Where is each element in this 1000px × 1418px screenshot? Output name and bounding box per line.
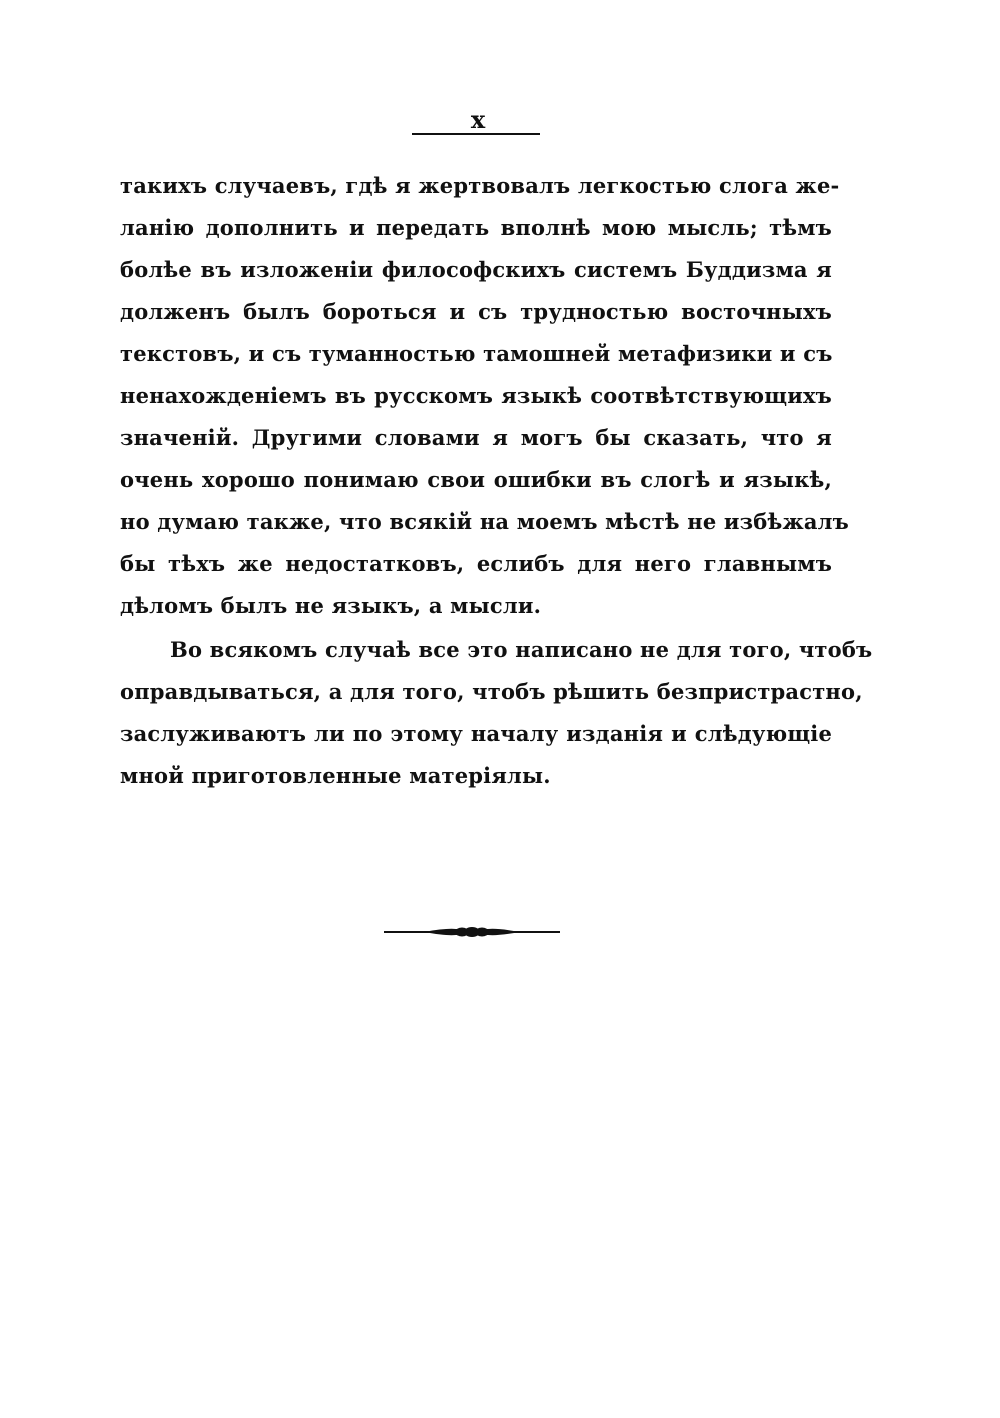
text-line: значеній. Другими словами я могъ бы сказать, что я — [120, 425, 832, 450]
text-line: заслуживаютъ ли по этому началу изданія и слѣдующіе — [120, 721, 832, 746]
text-line: текстовъ, и съ туманностью тамошней метафизики и съ — [120, 341, 833, 366]
text-line: Во всякомъ случаѣ все это написано не для того, чтобъ — [170, 637, 873, 662]
text-line: болѣе въ изложеніи философскихъ системъ Буддизма я — [120, 257, 832, 282]
page-number: x — [470, 105, 486, 134]
text-line: очень хорошо понимаю свои ошибки въ слогѣ и языкѣ, — [120, 467, 832, 492]
text-line: оправдываться, а для того, чтобъ рѣшить безпристрастно, — [120, 679, 863, 704]
paragraph-1 — [120, 165, 849, 627]
text-line: ланію дополнить и передать вполнѣ мою мысль; тѣмъ — [120, 215, 832, 240]
text-line: дѣломъ былъ не языкъ, а мысли. — [120, 593, 542, 618]
paragraph-2 — [120, 629, 873, 797]
text-line: но думаю также, что всякій на моемъ мѣстѣ не избѣжалъ — [120, 509, 849, 534]
text-line: мной приготовленные матеріялы. — [120, 763, 551, 788]
body-text — [120, 165, 873, 797]
tailpiece-ornament — [384, 921, 560, 943]
text-line: ненахожденіемъ въ русскомъ языкѣ соотвѣтствующихъ — [120, 383, 832, 408]
text-line: такихъ случаевъ, гдѣ я жертвовалъ легкостью слога же- — [120, 173, 840, 198]
text-line: бы тѣхъ же недостатковъ, еслибъ для него главнымъ — [120, 551, 832, 576]
text-line: долженъ былъ бороться и съ трудностью восточныхъ — [120, 299, 832, 324]
header-rule — [412, 133, 540, 135]
